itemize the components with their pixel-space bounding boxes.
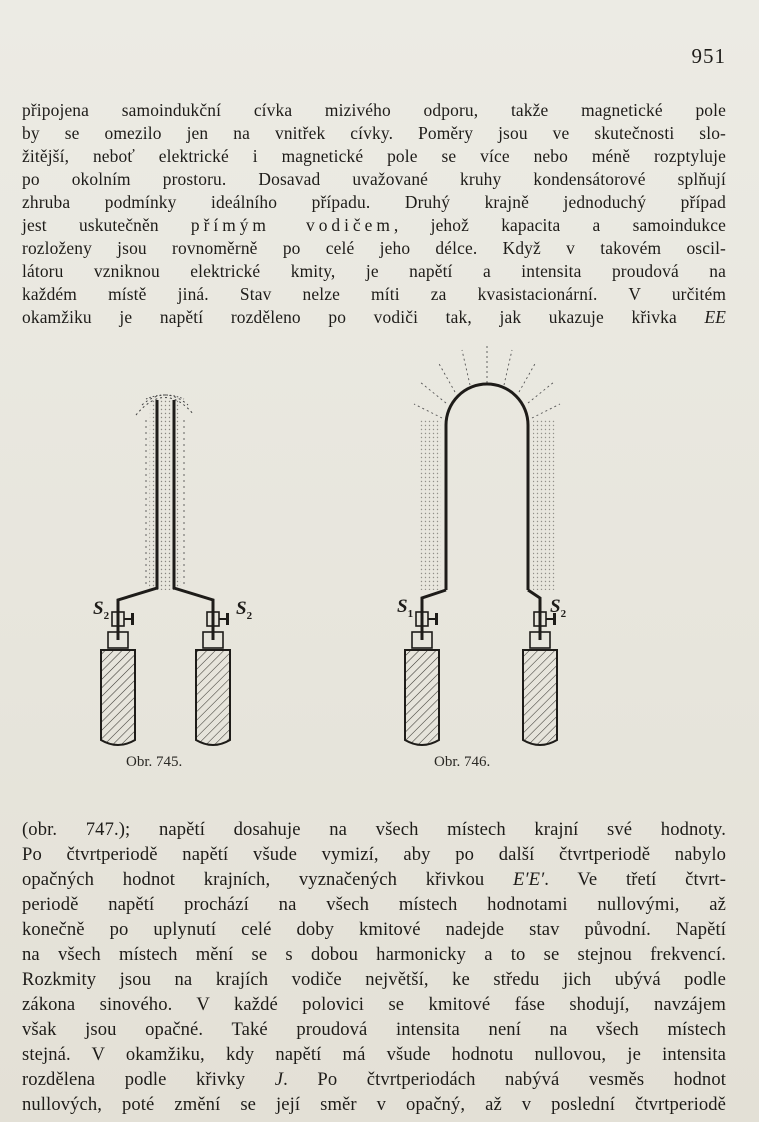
- text-fragment: okamžiku je napětí rozděleno po vodiči tak, jak ukazuje křivka: [22, 307, 677, 327]
- text-line: na všech místech mění se s dobou harmonicky a to se stejnou frekvencí.: [22, 944, 726, 965]
- spark-gap-label: $S_2$: [550, 596, 567, 620]
- text-line: periodě napětí prochází na všech místech hodnotami nullovými, až: [22, 894, 726, 915]
- text-line: však jsou opačné. Také proudová intensita není na všech místech: [22, 1019, 726, 1040]
- text-line: žitější, neboť elektrické i magnetické pole se více nebo méně rozptyluje: [22, 146, 726, 166]
- insulating-handle-right: [523, 650, 557, 745]
- text-fragment: opačných hodnot krajních, vyznačených křivkou: [22, 869, 485, 890]
- text-line: Po čtvrtperiodě napětí všude vymizí, aby po další čtvrtperiodě nabylo: [22, 844, 726, 865]
- text-line: zhruba podmínky ideálního případu. Druhý krajně jednoduchý případ: [22, 192, 726, 212]
- spark-gap-right: [207, 612, 229, 626]
- figure-caption: Obr. 746.: [434, 754, 491, 770]
- field-radiation-lines: [414, 345, 560, 418]
- spark-gap-label: $S_2$: [236, 598, 253, 622]
- insulating-handle-left: [101, 650, 135, 745]
- text-line: [22, 1067, 726, 1092]
- text-fragment: jest uskutečněn: [22, 215, 159, 235]
- field-dots-right: [533, 420, 555, 590]
- text-line: stejná. V okamžiku, kdy napětí má všude hodnotu nullovou, je intensita: [22, 1044, 726, 1065]
- figure-745: [101, 395, 230, 745]
- conductor-arch: [446, 384, 528, 590]
- text-fragment: . Ve třetí čtvrt-: [544, 869, 726, 890]
- text-line: by se omezilo jen na vnitřek cívky. Poměry jsou ve skutečnosti slo-: [22, 123, 726, 143]
- math-symbol: EE: [704, 307, 727, 327]
- spark-gap-left: [416, 612, 438, 626]
- spark-gap-label: $S_1$: [397, 596, 414, 620]
- math-symbol: E′E′: [513, 869, 545, 890]
- text-line: (obr. 747.); napětí dosahuje na všech místech krajní své hodnoty.: [22, 819, 726, 840]
- text-line: po okolním prostoru. Dosavad uvažované kruhy kondensátorové splňují: [22, 169, 726, 189]
- spark-gap-left: [112, 612, 134, 626]
- figure-caption: Obr. 745.: [126, 754, 183, 770]
- text-line: nullových, poté změní se její směr v opačný, až v poslední čtvrtperiodě: [22, 1094, 726, 1115]
- text-fragment: . Po čtvrtperiodách nabývá vesměs hodnot: [283, 1069, 726, 1090]
- spark-gap-label: $S_2$: [93, 598, 110, 622]
- text-line: konečně po uplynutí celé doby kmitové nadejde stav původní. Napětí: [22, 919, 726, 940]
- text-line: Rozkmity jsou na krajích vodiče největší, ke středu jich ubývá podle: [22, 969, 726, 990]
- text-line: látoru vzniknou elektrické kmity, je napětí a intensita proudová na: [22, 261, 726, 281]
- text-line: připojena samoindukční cívka mizivého odporu, takže magnetické pole: [22, 100, 726, 120]
- insulating-handle-left: [405, 650, 439, 745]
- insulating-handle-right: [196, 650, 230, 745]
- paragraph-bottom: [22, 817, 726, 1117]
- spaced-emphasis: přímým vodičem: [190, 215, 394, 235]
- field-dots-left: [419, 420, 441, 590]
- page-number: 951: [691, 44, 726, 68]
- text-fragment: , jehož kapacita a samoindukce: [393, 215, 726, 235]
- text-line: [22, 867, 726, 892]
- figure-746: [405, 345, 560, 745]
- electric-field-dots: [149, 398, 181, 590]
- text-line: zákona sinového. V každé polovici se kmitové fáse shodují, navzájem: [22, 994, 726, 1015]
- text-line: každém místě jiná. Stav nelze míti za kvasistacionární. V určitém: [22, 284, 726, 304]
- text-line: rozloženy jsou rovnoměrně po celé jeho délce. Když v takovém oscil-: [22, 238, 726, 258]
- text-fragment: rozdělena podle křivky: [22, 1069, 246, 1090]
- math-symbol: J: [274, 1069, 284, 1090]
